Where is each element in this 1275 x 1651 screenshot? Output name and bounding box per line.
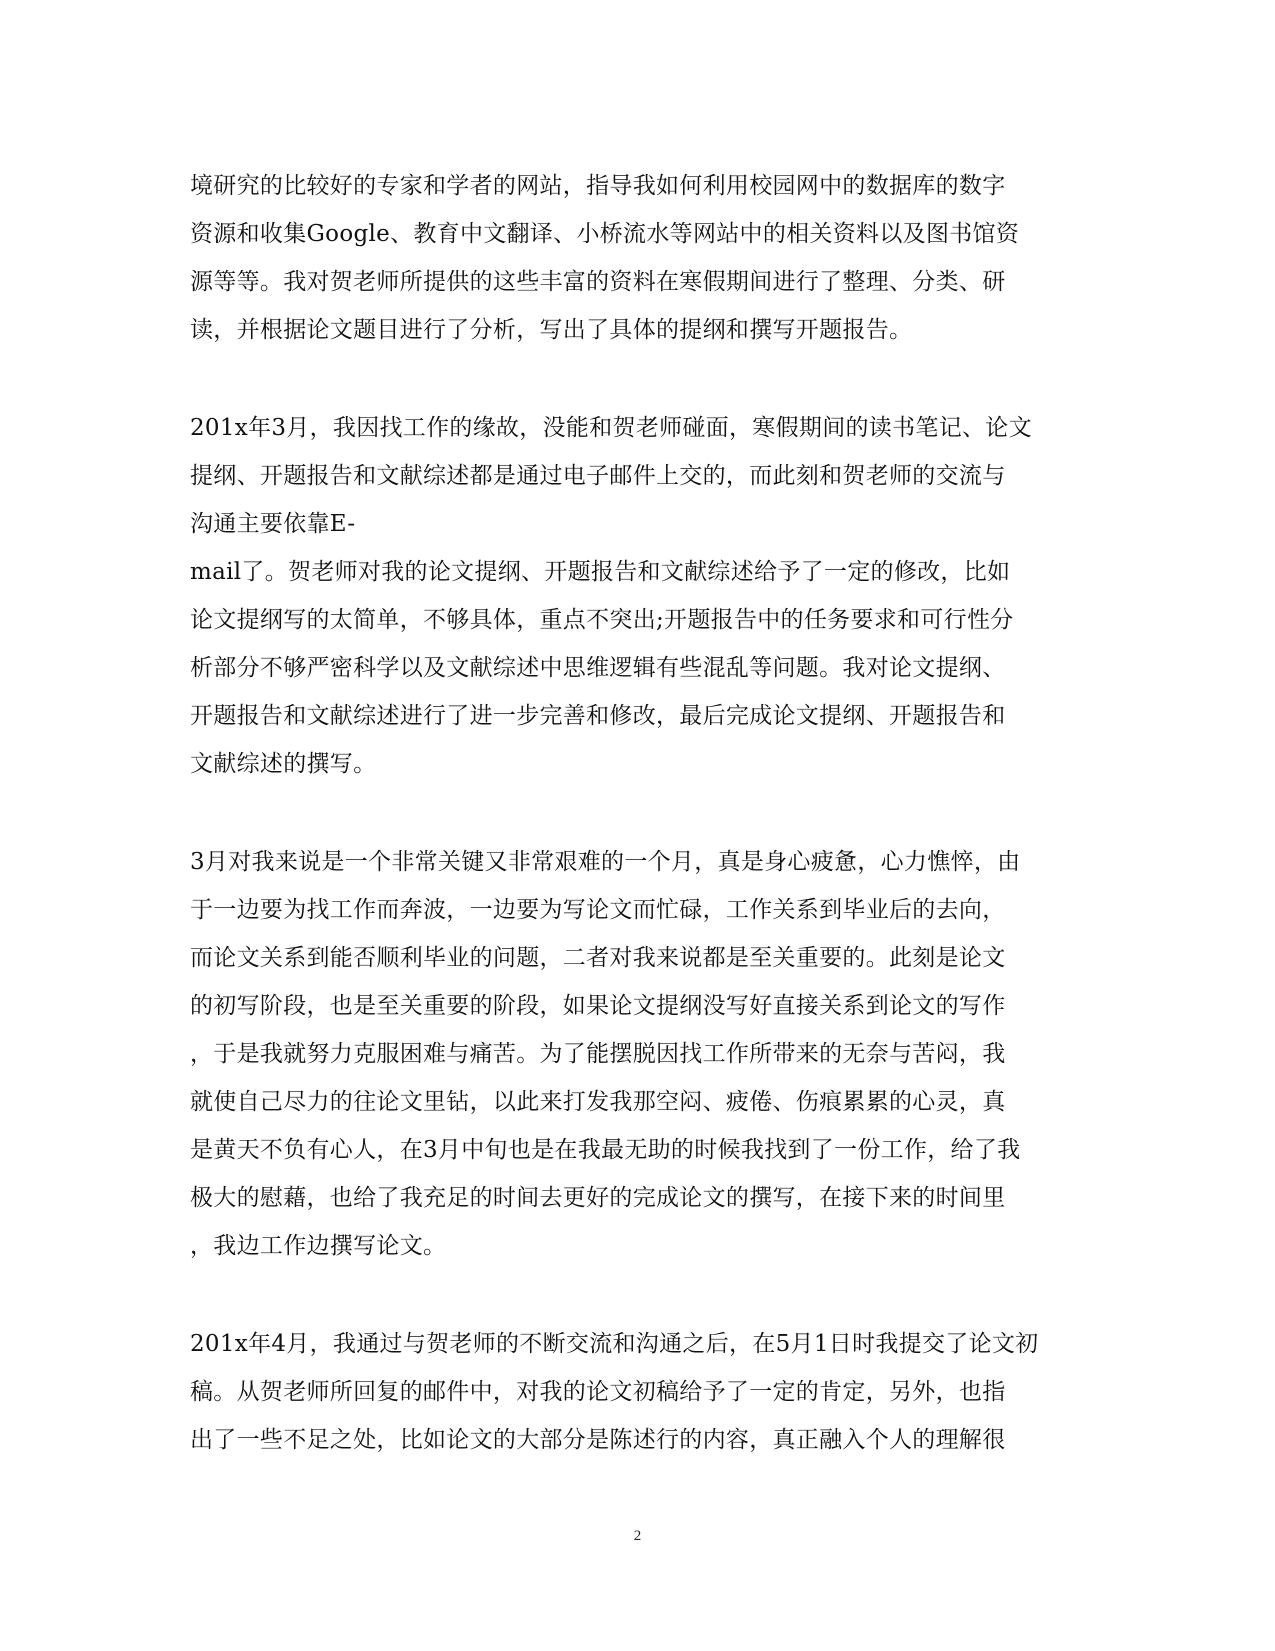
text-line: 论文提纲写的太简单，不够具体，重点不突出;开题报告中的任务要求和可行性分 bbox=[190, 607, 1014, 633]
page-number: 2 bbox=[633, 1528, 642, 1544]
text-line: 极大的慰藉，也给了我充足的时间去更好的完成论文的撰写，在接下来的时间里 bbox=[190, 1185, 1006, 1211]
text-line: 3月对我来说是一个非常关键又非常艰难的一个月，真是身心疲惫，心力憔悴，由 bbox=[190, 849, 1021, 875]
text-line: ，我边工作边撰写论文。 bbox=[190, 1233, 447, 1259]
text-line: 201x年4月，我通过与贺老师的不断交流和沟通之后，在5月1日时我提交了论文初 bbox=[190, 1331, 1039, 1357]
text-line: 稿。从贺老师所回复的邮件中，对我的论文初稿给予了一定的肯定，另外，也指 bbox=[190, 1379, 1006, 1405]
text-line: 而论文关系到能否顺利毕业的问题，二者对我来说都是至关重要的。此刻是论文 bbox=[190, 945, 1006, 971]
text-line: 就使自己尽力的往论文里钻，以此来打发我那空闷、疲倦、伤痕累累的心灵，真 bbox=[190, 1089, 1006, 1115]
text-line: 资源和收集Google、教育中文翻译、小桥流水等网站中的相关资料以及图书馆资 bbox=[190, 221, 1020, 247]
text-line: 开题报告和文献综述进行了进一步完善和修改，最后完成论文提纲、开题报告和 bbox=[190, 703, 1006, 729]
text-line: 于一边要为找工作而奔波，一边要为写论文而忙碌，工作关系到毕业后的去向， bbox=[190, 897, 1006, 923]
text-line: 读，并根据论文题目进行了分析，写出了具体的提纲和撰写开题报告。 bbox=[190, 317, 913, 343]
document-body bbox=[190, 162, 1080, 1464]
text-line: 境研究的比较好的专家和学者的网站，指导我如何利用校园网中的数据库的数字 bbox=[190, 173, 1006, 199]
text-line: 201x年3月，我因找工作的缘故，没能和贺老师碰面，寒假期间的读书笔记、论文 bbox=[190, 415, 1032, 441]
text-line: 出了一些不足之处，比如论文的大部分是陈述行的内容，真正融入个人的理解很 bbox=[190, 1427, 1006, 1453]
text-line: 文献综述的撰写。 bbox=[190, 751, 377, 777]
paragraph-2 bbox=[190, 404, 1080, 788]
text-line: 沟通主要依靠E- bbox=[190, 511, 356, 537]
text-line: ，于是我就努力克服困难与痛苦。为了能摆脱因找工作所带来的无奈与苦闷，我 bbox=[190, 1041, 1006, 1067]
paragraph-gap bbox=[190, 354, 1080, 404]
text-line: 的初写阶段，也是至关重要的阶段，如果论文提纲没写好直接关系到论文的写作 bbox=[190, 993, 1006, 1019]
paragraph-4 bbox=[190, 1320, 1080, 1464]
text-line: 是黄天不负有心人，在3月中旬也是在我最无助的时候我找到了一份工作，给了我 bbox=[190, 1137, 1021, 1163]
text-line: 源等等。我对贺老师所提供的这些丰富的资料在寒假期间进行了整理、分类、研 bbox=[190, 269, 1006, 295]
paragraph-gap bbox=[190, 1270, 1080, 1320]
text-line: 析部分不够严密科学以及文献综述中思维逻辑有些混乱等问题。我对论文提纲、 bbox=[190, 655, 1006, 681]
text-line: mail了。贺老师对我的论文提纲、开题报告和文献综述给予了一定的修改，比如 bbox=[190, 559, 1011, 585]
paragraph-gap bbox=[190, 788, 1080, 838]
text-line: 提纲、开题报告和文献综述都是通过电子邮件上交的，而此刻和贺老师的交流与 bbox=[190, 463, 1006, 489]
paragraph-3 bbox=[190, 838, 1080, 1270]
paragraph-1 bbox=[190, 162, 1080, 354]
